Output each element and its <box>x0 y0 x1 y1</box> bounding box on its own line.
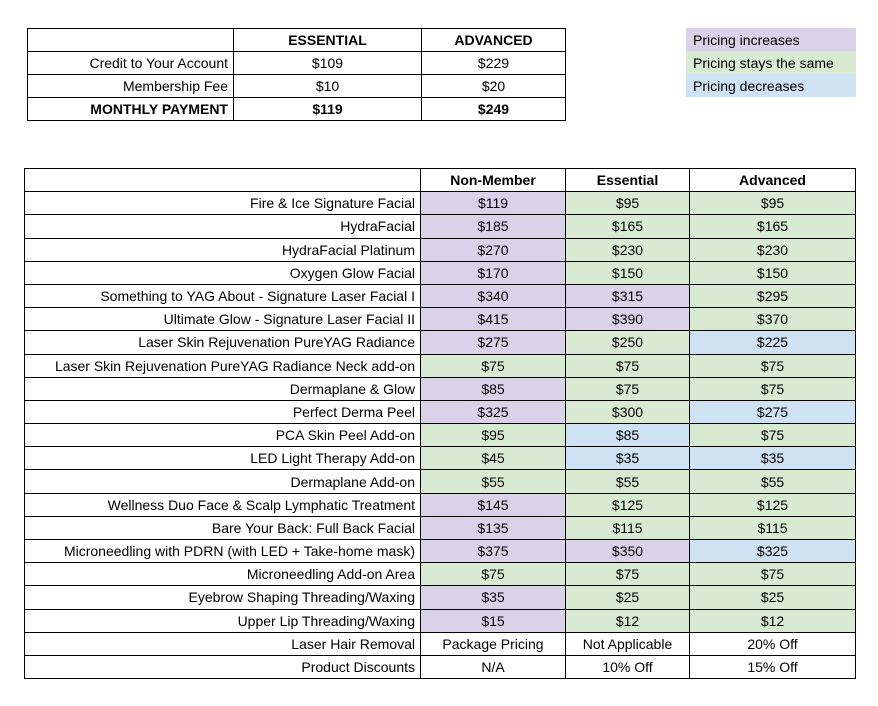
essential-price: $125 <box>566 493 690 516</box>
advanced-price: $12 <box>690 609 856 632</box>
service-name: Microneedling with PDRN (with LED + Take-home mask) <box>25 540 421 563</box>
service-row <box>25 377 856 400</box>
advanced-header: ADVANCED <box>422 29 566 52</box>
membership-row <box>28 98 566 121</box>
non-member-price: $340 <box>421 284 566 307</box>
essential-price: $300 <box>566 400 690 423</box>
essential-price: $25 <box>566 586 690 609</box>
non-member-header: Non-Member <box>421 169 566 192</box>
essential-price: $350 <box>566 540 690 563</box>
service-row <box>25 493 856 516</box>
non-member-price: $95 <box>421 424 566 447</box>
advanced-price: $55 <box>690 470 856 493</box>
membership-advanced-value: $20 <box>422 75 566 98</box>
advanced-price: $125 <box>690 493 856 516</box>
service-name: Laser Skin Rejuvenation PureYAG Radiance Neck add-on <box>25 354 421 377</box>
non-member-price: $325 <box>421 400 566 423</box>
membership-row <box>28 52 566 75</box>
advanced-price: 20% Off <box>690 632 856 655</box>
service-row <box>25 609 856 632</box>
service-row <box>25 238 856 261</box>
advanced-price: $370 <box>690 308 856 331</box>
non-member-price: $135 <box>421 516 566 539</box>
membership-essential-value: $10 <box>234 75 422 98</box>
service-row <box>25 354 856 377</box>
service-row <box>25 540 856 563</box>
legend-same: Pricing stays the same <box>686 51 856 74</box>
service-name: Ultimate Glow - Signature Laser Facial II <box>25 308 421 331</box>
non-member-price: $275 <box>421 331 566 354</box>
essential-price: $165 <box>566 215 690 238</box>
essential-price: $390 <box>566 308 690 331</box>
advanced-price: $150 <box>690 261 856 284</box>
advanced-price: $95 <box>690 192 856 215</box>
non-member-price: $415 <box>421 308 566 331</box>
membership-header-row <box>28 29 566 52</box>
advanced-price: $115 <box>690 516 856 539</box>
membership-essential-value: $119 <box>234 98 422 121</box>
service-row <box>25 563 856 586</box>
service-name: Wellness Duo Face & Scalp Lymphatic Treatment <box>25 493 421 516</box>
service-name: Something to YAG About - Signature Laser Facial I <box>25 284 421 307</box>
service-row <box>25 586 856 609</box>
advanced-price: $225 <box>690 331 856 354</box>
essential-price: 10% Off <box>566 655 690 678</box>
service-name: Bare Your Back: Full Back Facial <box>25 516 421 539</box>
advanced-price: $25 <box>690 586 856 609</box>
non-member-price: $85 <box>421 377 566 400</box>
service-row <box>25 284 856 307</box>
service-row <box>25 400 856 423</box>
service-name: Eyebrow Shaping Threading/Waxing <box>25 586 421 609</box>
service-name: Oxygen Glow Facial <box>25 261 421 284</box>
advanced-price: $75 <box>690 377 856 400</box>
service-name: Perfect Derma Peel <box>25 400 421 423</box>
service-row <box>25 192 856 215</box>
advanced-price: $325 <box>690 540 856 563</box>
membership-advanced-value: $229 <box>422 52 566 75</box>
services-header-blank <box>25 169 421 192</box>
legend-increase: Pricing increases <box>686 28 856 51</box>
non-member-price: N/A <box>421 655 566 678</box>
service-row <box>25 632 856 655</box>
advanced-price: $75 <box>690 424 856 447</box>
non-member-price: Package Pricing <box>421 632 566 655</box>
non-member-price: $75 <box>421 354 566 377</box>
legend-decrease: Pricing decreases <box>686 74 856 97</box>
non-member-price: $185 <box>421 215 566 238</box>
membership-table <box>27 28 566 121</box>
non-member-price: $35 <box>421 586 566 609</box>
service-row <box>25 470 856 493</box>
non-member-price: $15 <box>421 609 566 632</box>
membership-essential-value: $109 <box>234 52 422 75</box>
essential-price: $315 <box>566 284 690 307</box>
membership-row-label: Credit to Your Account <box>28 52 234 75</box>
service-name: Dermaplane Add-on <box>25 470 421 493</box>
membership-row <box>28 75 566 98</box>
essential-column-header: Essential <box>566 169 690 192</box>
advanced-price: $230 <box>690 238 856 261</box>
essential-price: $35 <box>566 447 690 470</box>
non-member-price: $375 <box>421 540 566 563</box>
service-row <box>25 424 856 447</box>
essential-price: $12 <box>566 609 690 632</box>
advanced-price: $165 <box>690 215 856 238</box>
essential-price: $55 <box>566 470 690 493</box>
essential-price: $250 <box>566 331 690 354</box>
services-header-row <box>25 169 856 192</box>
advanced-price: $295 <box>690 284 856 307</box>
service-row <box>25 655 856 678</box>
services-pricing-table <box>24 168 856 679</box>
pricing-legend <box>686 28 856 97</box>
essential-price: $85 <box>566 424 690 447</box>
essential-price: Not Applicable <box>566 632 690 655</box>
essential-price: $95 <box>566 192 690 215</box>
advanced-column-header: Advanced <box>690 169 856 192</box>
service-row <box>25 447 856 470</box>
service-name: Laser Hair Removal <box>25 632 421 655</box>
non-member-price: $55 <box>421 470 566 493</box>
essential-price: $75 <box>566 377 690 400</box>
advanced-price: $35 <box>690 447 856 470</box>
service-name: Product Discounts <box>25 655 421 678</box>
service-row <box>25 516 856 539</box>
service-row <box>25 215 856 238</box>
non-member-price: $145 <box>421 493 566 516</box>
service-row <box>25 331 856 354</box>
advanced-price: $75 <box>690 563 856 586</box>
service-name: HydraFacial Platinum <box>25 238 421 261</box>
non-member-price: $170 <box>421 261 566 284</box>
advanced-price: 15% Off <box>690 655 856 678</box>
essential-price: $150 <box>566 261 690 284</box>
membership-row-label: MONTHLY PAYMENT <box>28 98 234 121</box>
non-member-price: $45 <box>421 447 566 470</box>
essential-price: $75 <box>566 563 690 586</box>
service-name: HydraFacial <box>25 215 421 238</box>
advanced-price: $275 <box>690 400 856 423</box>
service-row <box>25 261 856 284</box>
service-name: Microneedling Add-on Area <box>25 563 421 586</box>
essential-header: ESSENTIAL <box>234 29 422 52</box>
non-member-price: $270 <box>421 238 566 261</box>
service-name: Fire & Ice Signature Facial <box>25 192 421 215</box>
essential-price: $75 <box>566 354 690 377</box>
membership-advanced-value: $249 <box>422 98 566 121</box>
service-name: Dermaplane & Glow <box>25 377 421 400</box>
service-name: Upper Lip Threading/Waxing <box>25 609 421 632</box>
non-member-price: $119 <box>421 192 566 215</box>
non-member-price: $75 <box>421 563 566 586</box>
service-name: PCA Skin Peel Add-on <box>25 424 421 447</box>
service-name: Laser Skin Rejuvenation PureYAG Radiance <box>25 331 421 354</box>
service-row <box>25 308 856 331</box>
service-name: LED Light Therapy Add-on <box>25 447 421 470</box>
membership-row-label: Membership Fee <box>28 75 234 98</box>
essential-price: $115 <box>566 516 690 539</box>
membership-header-blank <box>28 29 234 52</box>
essential-price: $230 <box>566 238 690 261</box>
services-table-body <box>25 192 856 679</box>
advanced-price: $75 <box>690 354 856 377</box>
